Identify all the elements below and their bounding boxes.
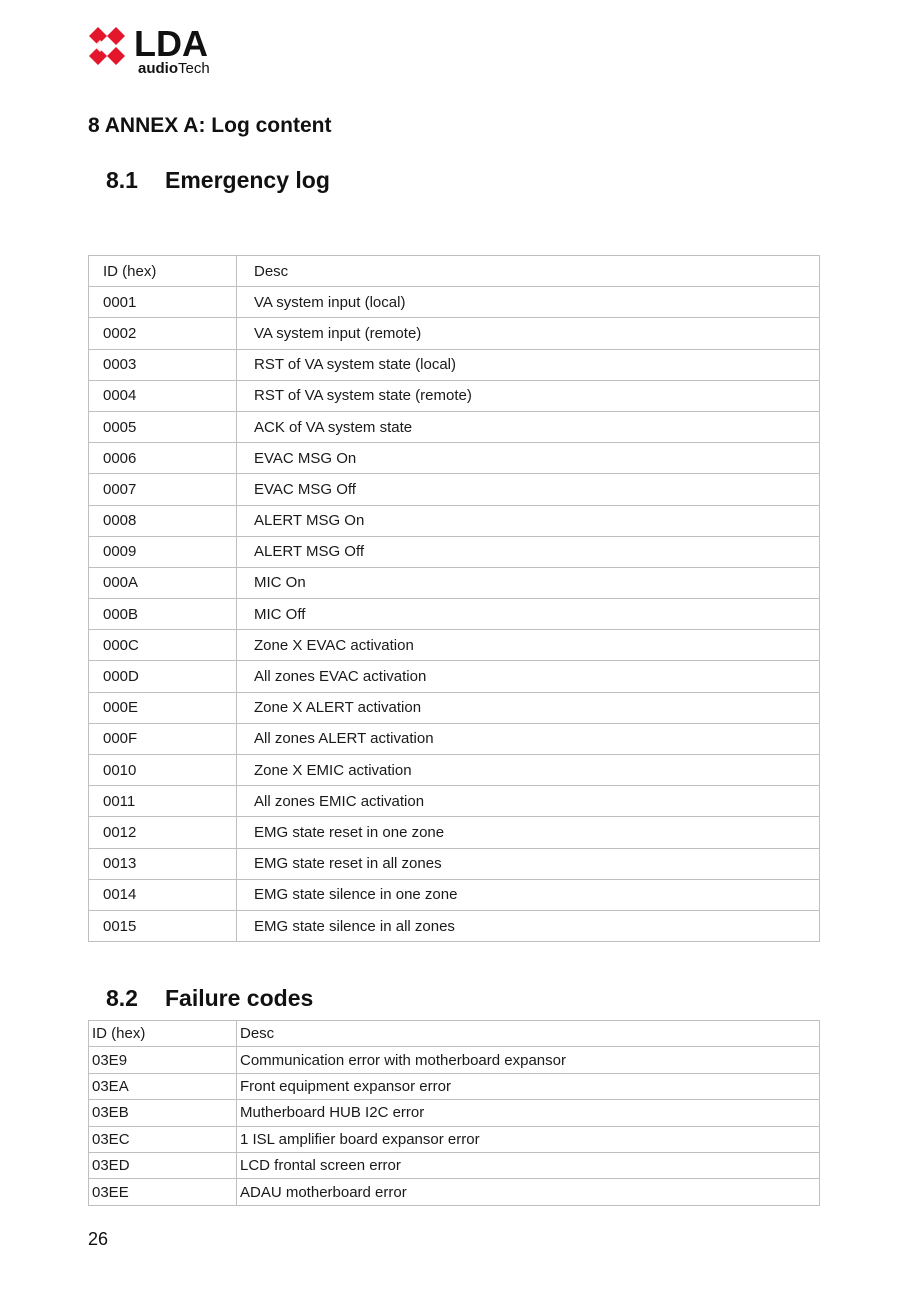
table-row — [89, 723, 820, 754]
failure-codes-title: Failure codes — [165, 985, 314, 1011]
desc-cell: EVAC MSG On — [237, 443, 820, 474]
table-row — [89, 318, 820, 349]
table-row — [89, 630, 820, 661]
id-cell: 000A — [89, 567, 237, 598]
table-row — [89, 848, 820, 879]
table-row — [89, 879, 820, 910]
desc-cell: ACK of VA system state — [237, 411, 820, 442]
id-cell: 000F — [89, 723, 237, 754]
id-cell: 0012 — [89, 817, 237, 848]
table-row — [89, 287, 820, 318]
id-cell: 03EC — [89, 1126, 237, 1152]
desc-cell: EMG state silence in all zones — [237, 910, 820, 941]
desc-cell: ADAU motherboard error — [237, 1179, 820, 1205]
id-cell: 03E9 — [89, 1047, 237, 1073]
desc-cell: ALERT MSG Off — [237, 536, 820, 567]
desc-cell: Mutherboard HUB I2C error — [237, 1100, 820, 1126]
desc-cell: EMG state silence in one zone — [237, 879, 820, 910]
id-cell: 0003 — [89, 349, 237, 380]
id-cell: 0001 — [89, 287, 237, 318]
logo-subtitle — [138, 60, 210, 77]
emergency-log-table — [88, 255, 820, 942]
desc-cell: RST of VA system state (remote) — [237, 380, 820, 411]
id-cell: 0015 — [89, 910, 237, 941]
column-header-desc: Desc — [237, 1021, 820, 1047]
company-logo — [86, 23, 236, 78]
desc-cell: All zones EVAC activation — [237, 661, 820, 692]
table-row — [89, 1179, 820, 1205]
logo-sub-regular: Tech — [178, 60, 210, 77]
id-cell: 0006 — [89, 443, 237, 474]
diamond-logo-icon — [86, 26, 136, 76]
table-row — [89, 755, 820, 786]
table-header-row — [89, 1021, 820, 1047]
desc-cell: Zone X EMIC activation — [237, 755, 820, 786]
page-number: 26 — [88, 1229, 109, 1249]
desc-cell: All zones EMIC activation — [237, 786, 820, 817]
table-row — [89, 411, 820, 442]
table-row — [89, 786, 820, 817]
desc-cell: 1 ISL amplifier board expansor error — [237, 1126, 820, 1152]
column-header-id: ID (hex) — [89, 256, 237, 287]
column-header-desc: Desc — [237, 256, 820, 287]
id-cell: 03EB — [89, 1100, 237, 1126]
table-row — [89, 1152, 820, 1178]
column-header-id: ID (hex) — [89, 1021, 237, 1047]
table-row — [89, 1047, 820, 1073]
desc-cell: EMG state reset in one zone — [237, 817, 820, 848]
desc-cell: MIC On — [237, 567, 820, 598]
table-row — [89, 474, 820, 505]
failure-codes-number: 8.2 — [106, 985, 138, 1011]
failure-codes-heading — [106, 985, 313, 1012]
desc-cell: MIC Off — [237, 599, 820, 630]
logo-brand-text: LDA — [134, 23, 208, 64]
emergency-log-heading — [106, 167, 330, 194]
id-cell: 0013 — [89, 848, 237, 879]
table-row — [89, 567, 820, 598]
id-cell: 0004 — [89, 380, 237, 411]
id-cell: 0005 — [89, 411, 237, 442]
logo-sub-bold: audio — [138, 60, 178, 77]
section-heading: 8 ANNEX A: Log content — [88, 114, 332, 137]
id-cell: 000B — [89, 599, 237, 630]
table-row — [89, 1073, 820, 1099]
desc-cell: VA system input (local) — [237, 287, 820, 318]
id-cell: 000D — [89, 661, 237, 692]
id-cell: 0002 — [89, 318, 237, 349]
desc-cell: Communication error with motherboard expansor — [237, 1047, 820, 1073]
desc-cell: RST of VA system state (local) — [237, 349, 820, 380]
desc-cell: ALERT MSG On — [237, 505, 820, 536]
id-cell: 03ED — [89, 1152, 237, 1178]
desc-cell: VA system input (remote) — [237, 318, 820, 349]
table-row — [89, 1100, 820, 1126]
id-cell: 03EA — [89, 1073, 237, 1099]
desc-cell: Front equipment expansor error — [237, 1073, 820, 1099]
table-header-row — [89, 256, 820, 287]
desc-cell: LCD frontal screen error — [237, 1152, 820, 1178]
table-row — [89, 817, 820, 848]
table-row — [89, 692, 820, 723]
id-cell: 0008 — [89, 505, 237, 536]
desc-cell: Zone X EVAC activation — [237, 630, 820, 661]
table-row — [89, 661, 820, 692]
id-cell: 0014 — [89, 879, 237, 910]
table-row — [89, 380, 820, 411]
table-row — [89, 536, 820, 567]
id-cell: 0010 — [89, 755, 237, 786]
desc-cell: EVAC MSG Off — [237, 474, 820, 505]
table-row — [89, 505, 820, 536]
failure-codes-table — [88, 1020, 820, 1206]
table-row — [89, 1126, 820, 1152]
desc-cell: EMG state reset in all zones — [237, 848, 820, 879]
table-row — [89, 910, 820, 941]
emergency-log-number: 8.1 — [106, 167, 138, 193]
table-row — [89, 443, 820, 474]
table-row — [89, 599, 820, 630]
id-cell: 0011 — [89, 786, 237, 817]
id-cell: 000C — [89, 630, 237, 661]
id-cell: 0009 — [89, 536, 237, 567]
table-row — [89, 349, 820, 380]
desc-cell: All zones ALERT activation — [237, 723, 820, 754]
desc-cell: Zone X ALERT activation — [237, 692, 820, 723]
id-cell: 0007 — [89, 474, 237, 505]
id-cell: 000E — [89, 692, 237, 723]
id-cell: 03EE — [89, 1179, 237, 1205]
emergency-log-title: Emergency log — [165, 167, 330, 193]
